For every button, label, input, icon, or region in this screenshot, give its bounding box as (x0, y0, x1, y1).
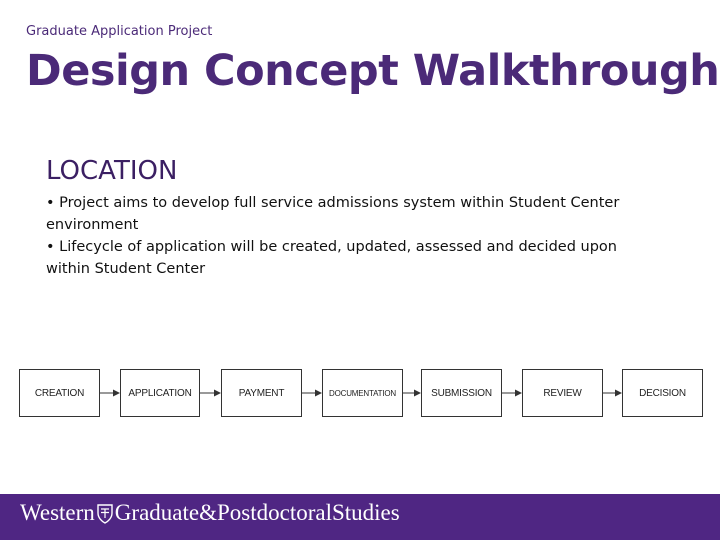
flow-step-decision: DECISION (622, 369, 703, 417)
footer-banner (0, 494, 720, 540)
shield-crest-icon (97, 504, 113, 524)
flow-step-submission: SUBMISSION (421, 369, 502, 417)
flow-step-application: APPLICATION (120, 369, 200, 417)
bullet-item: • Lifecycle of application will be created, updated, assessed and decided upon within Student Center (46, 239, 617, 277)
slide-title: Design Concept Walkthrough (26, 46, 720, 96)
flow-step-review: REVIEW (522, 369, 603, 417)
bullet-item: • Project aims to develop full service admissions system within Student Center environment (46, 195, 620, 233)
flow-step-documentation: DOCUMENTATION (322, 369, 403, 417)
footer-logo (20, 500, 400, 526)
section-heading: LOCATION (46, 156, 178, 186)
bullet-list (46, 192, 646, 280)
flow-step-payment: PAYMENT (221, 369, 302, 417)
project-label: Graduate Application Project (26, 24, 213, 39)
process-flow-diagram (0, 360, 720, 430)
footer-brand-western: Western (20, 500, 95, 525)
footer-brand-department: Graduate&PostdoctoralStudies (114, 500, 400, 525)
flow-step-creation: CREATION (19, 369, 100, 417)
